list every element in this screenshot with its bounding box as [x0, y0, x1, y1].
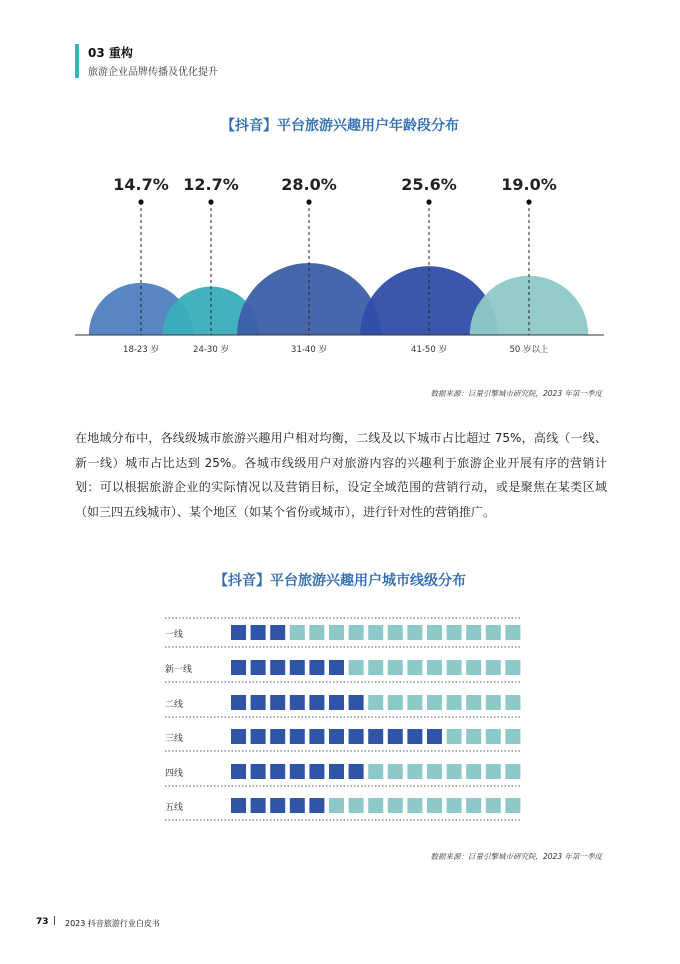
footer-book-title: 2023 抖音旅游行业白皮书: [65, 919, 160, 928]
age-category-label: 18-23 岁: [123, 345, 159, 355]
age-guide-dot: [208, 199, 213, 204]
city-square-empty: [407, 660, 422, 675]
city-square-filled: [309, 729, 324, 744]
city-square-filled: [251, 660, 266, 675]
city-chart-source: 数据来源：巨量引擎城市研究院，2023 年第一季度: [430, 852, 602, 861]
city-square-empty: [486, 695, 501, 710]
city-square-empty: [427, 798, 442, 813]
city-square-empty: [447, 729, 462, 744]
city-square-filled: [251, 729, 266, 744]
city-row-label: 二线: [165, 700, 184, 710]
city-square-empty: [447, 695, 462, 710]
city-square-empty: [505, 798, 520, 813]
age-category-label: 41-50 岁: [411, 345, 447, 355]
city-square-filled: [270, 798, 285, 813]
age-value-label: 28.0%: [281, 175, 337, 194]
age-category-label: 24-30 岁: [193, 345, 229, 355]
city-square-filled: [349, 695, 364, 710]
section-title: 03 重构: [88, 46, 133, 60]
city-square-filled: [290, 798, 305, 813]
city-square-empty: [349, 625, 364, 640]
city-square-empty: [447, 798, 462, 813]
city-square-empty: [466, 764, 481, 779]
age-guide-dot: [526, 199, 531, 204]
city-square-empty: [427, 625, 442, 640]
city-square-empty: [388, 764, 403, 779]
city-square-filled: [251, 764, 266, 779]
city-square-empty: [466, 798, 481, 813]
age-value-label: 25.6%: [401, 175, 457, 194]
age-guide-dot: [426, 199, 431, 204]
city-square-empty: [407, 798, 422, 813]
city-square-filled: [349, 764, 364, 779]
city-square-filled: [270, 695, 285, 710]
city-square-empty: [466, 729, 481, 744]
city-square-empty: [388, 695, 403, 710]
city-square-filled: [309, 695, 324, 710]
city-chart-title: 【抖音】平台旅游兴趣用户城市线级分布: [214, 573, 466, 589]
city-square-filled: [231, 764, 246, 779]
city-square-filled: [427, 729, 442, 744]
city-square-filled: [290, 695, 305, 710]
city-square-filled: [329, 660, 344, 675]
city-square-empty: [309, 625, 324, 640]
city-square-filled: [290, 729, 305, 744]
city-square-empty: [447, 764, 462, 779]
city-square-filled: [231, 729, 246, 744]
city-row-label: 四线: [165, 769, 184, 779]
city-square-filled: [231, 625, 246, 640]
city-square-filled: [290, 660, 305, 675]
city-square-empty: [505, 695, 520, 710]
city-square-filled: [231, 798, 246, 813]
city-square-empty: [407, 695, 422, 710]
city-row-label: 三线: [165, 734, 184, 744]
city-square-empty: [388, 660, 403, 675]
age-category-label: 50 岁以上: [509, 345, 549, 355]
city-square-empty: [466, 695, 481, 710]
city-square-empty: [290, 625, 305, 640]
age-value-label: 19.0%: [501, 175, 557, 194]
city-square-empty: [349, 660, 364, 675]
city-square-empty: [505, 660, 520, 675]
header-accent-bar: [75, 44, 79, 78]
age-value-label: 12.7%: [183, 175, 239, 194]
city-square-empty: [368, 660, 383, 675]
city-square-filled: [270, 729, 285, 744]
city-square-empty: [427, 764, 442, 779]
city-square-filled: [251, 695, 266, 710]
city-square-empty: [505, 764, 520, 779]
city-square-empty: [505, 729, 520, 744]
city-square-filled: [309, 764, 324, 779]
city-square-empty: [329, 798, 344, 813]
city-square-filled: [329, 729, 344, 744]
city-square-filled: [388, 729, 403, 744]
city-square-filled: [309, 798, 324, 813]
city-square-filled: [270, 625, 285, 640]
city-square-empty: [349, 798, 364, 813]
city-square-filled: [329, 764, 344, 779]
city-square-empty: [466, 625, 481, 640]
body-paragraph: 在地域分布中，各线级城市旅游兴趣用户相对均衡，二线及以下城市占比超过 75%，高线（一线、新一线）城市占比达到 25%。各城市线级用户对旅游内容的兴趣利于旅游企业开展有序的营销计划：可以根据旅游企业的实际情况以及营销目标，设定全域范围的营销行动，或是聚焦在某类区域（如三四五线城市）、某个地区（如某个省份或城市），进行针对性的营销推广。: [75, 431, 607, 519]
city-square-filled: [231, 695, 246, 710]
city-square-empty: [447, 660, 462, 675]
age-chart-source: 数据来源：巨量引擎城市研究院，2023 年第一季度: [430, 389, 602, 398]
city-row-label: 一线: [165, 630, 184, 640]
city-square-empty: [427, 695, 442, 710]
city-square-empty: [427, 660, 442, 675]
city-square-empty: [486, 798, 501, 813]
city-square-filled: [231, 660, 246, 675]
city-square-filled: [290, 764, 305, 779]
city-square-empty: [505, 625, 520, 640]
city-square-empty: [368, 695, 383, 710]
city-square-filled: [251, 625, 266, 640]
city-square-empty: [486, 660, 501, 675]
city-square-empty: [407, 764, 422, 779]
city-square-filled: [329, 695, 344, 710]
city-square-filled: [270, 660, 285, 675]
city-square-empty: [486, 764, 501, 779]
age-category-label: 31-40 岁: [291, 345, 327, 355]
age-value-label: 14.7%: [113, 175, 169, 194]
section-subtitle: 旅游企业品牌传播及优化提升: [88, 67, 218, 78]
city-square-empty: [466, 660, 481, 675]
city-square-empty: [329, 625, 344, 640]
city-square-filled: [309, 660, 324, 675]
city-square-empty: [388, 625, 403, 640]
city-square-filled: [368, 729, 383, 744]
footer-separator: |: [53, 916, 57, 926]
city-square-filled: [349, 729, 364, 744]
city-waffle-chart: [0, 600, 680, 840]
city-square-empty: [486, 625, 501, 640]
city-square-filled: [270, 764, 285, 779]
city-square-empty: [368, 625, 383, 640]
city-square-empty: [368, 798, 383, 813]
age-guide-dot: [306, 199, 311, 204]
city-square-empty: [388, 798, 403, 813]
city-square-empty: [486, 729, 501, 744]
city-row-label: 新一线: [165, 665, 193, 675]
page-number: 73: [36, 917, 49, 927]
city-row-label: 五线: [165, 803, 184, 813]
age-bubble-chart: [0, 160, 680, 370]
age-guide-dot: [138, 199, 143, 204]
city-square-empty: [407, 625, 422, 640]
city-square-empty: [447, 625, 462, 640]
age-chart-title: 【抖音】平台旅游兴趣用户年龄段分布: [221, 118, 459, 134]
city-square-empty: [368, 764, 383, 779]
city-square-filled: [251, 798, 266, 813]
city-square-filled: [407, 729, 422, 744]
